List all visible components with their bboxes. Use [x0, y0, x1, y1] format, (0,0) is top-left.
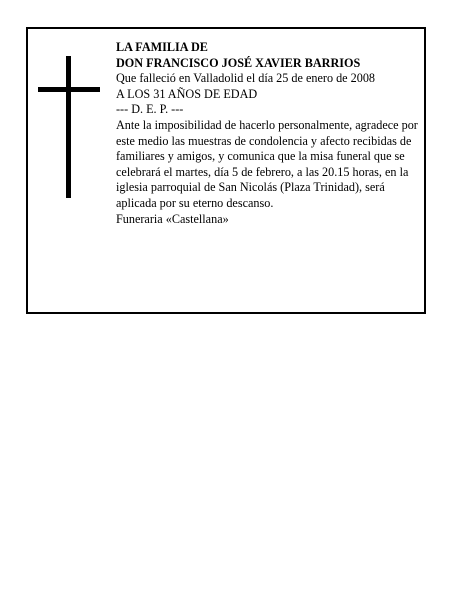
death-details: Que falleció en Valladolid el día 25 de enero de 2008	[116, 71, 376, 86]
body-text: Ante la imposibilidad de hacerlo personalmente, agradece por este medio las muestras de condolencia y afecto recibidas de familiares y amigos, y comunica que la misa funeral que se celebrará el martes, día 5 de febrero, a las 20.15 horas, en la iglesia parroquial de San Nicolás (Plaza Trinidad), será aplicada por su eterno descanso.	[116, 117, 418, 210]
cross-icon	[38, 56, 100, 198]
notice-text	[116, 40, 418, 227]
obituary-notice	[26, 27, 426, 314]
age-line: A LOS 31 AÑOS DE EDAD	[116, 86, 258, 101]
rip-line: --- D. E. P. ---	[116, 102, 184, 117]
cross-vertical-bar	[66, 56, 71, 198]
funeral-home-signature: Funeraria «Castellana»	[116, 211, 229, 226]
cross-horizontal-bar	[38, 87, 100, 92]
heading-deceased-name: DON FRANCISCO JOSÉ XAVIER BARRIOS	[116, 55, 361, 70]
heading-family: LA FAMILIA DE	[116, 40, 208, 54]
